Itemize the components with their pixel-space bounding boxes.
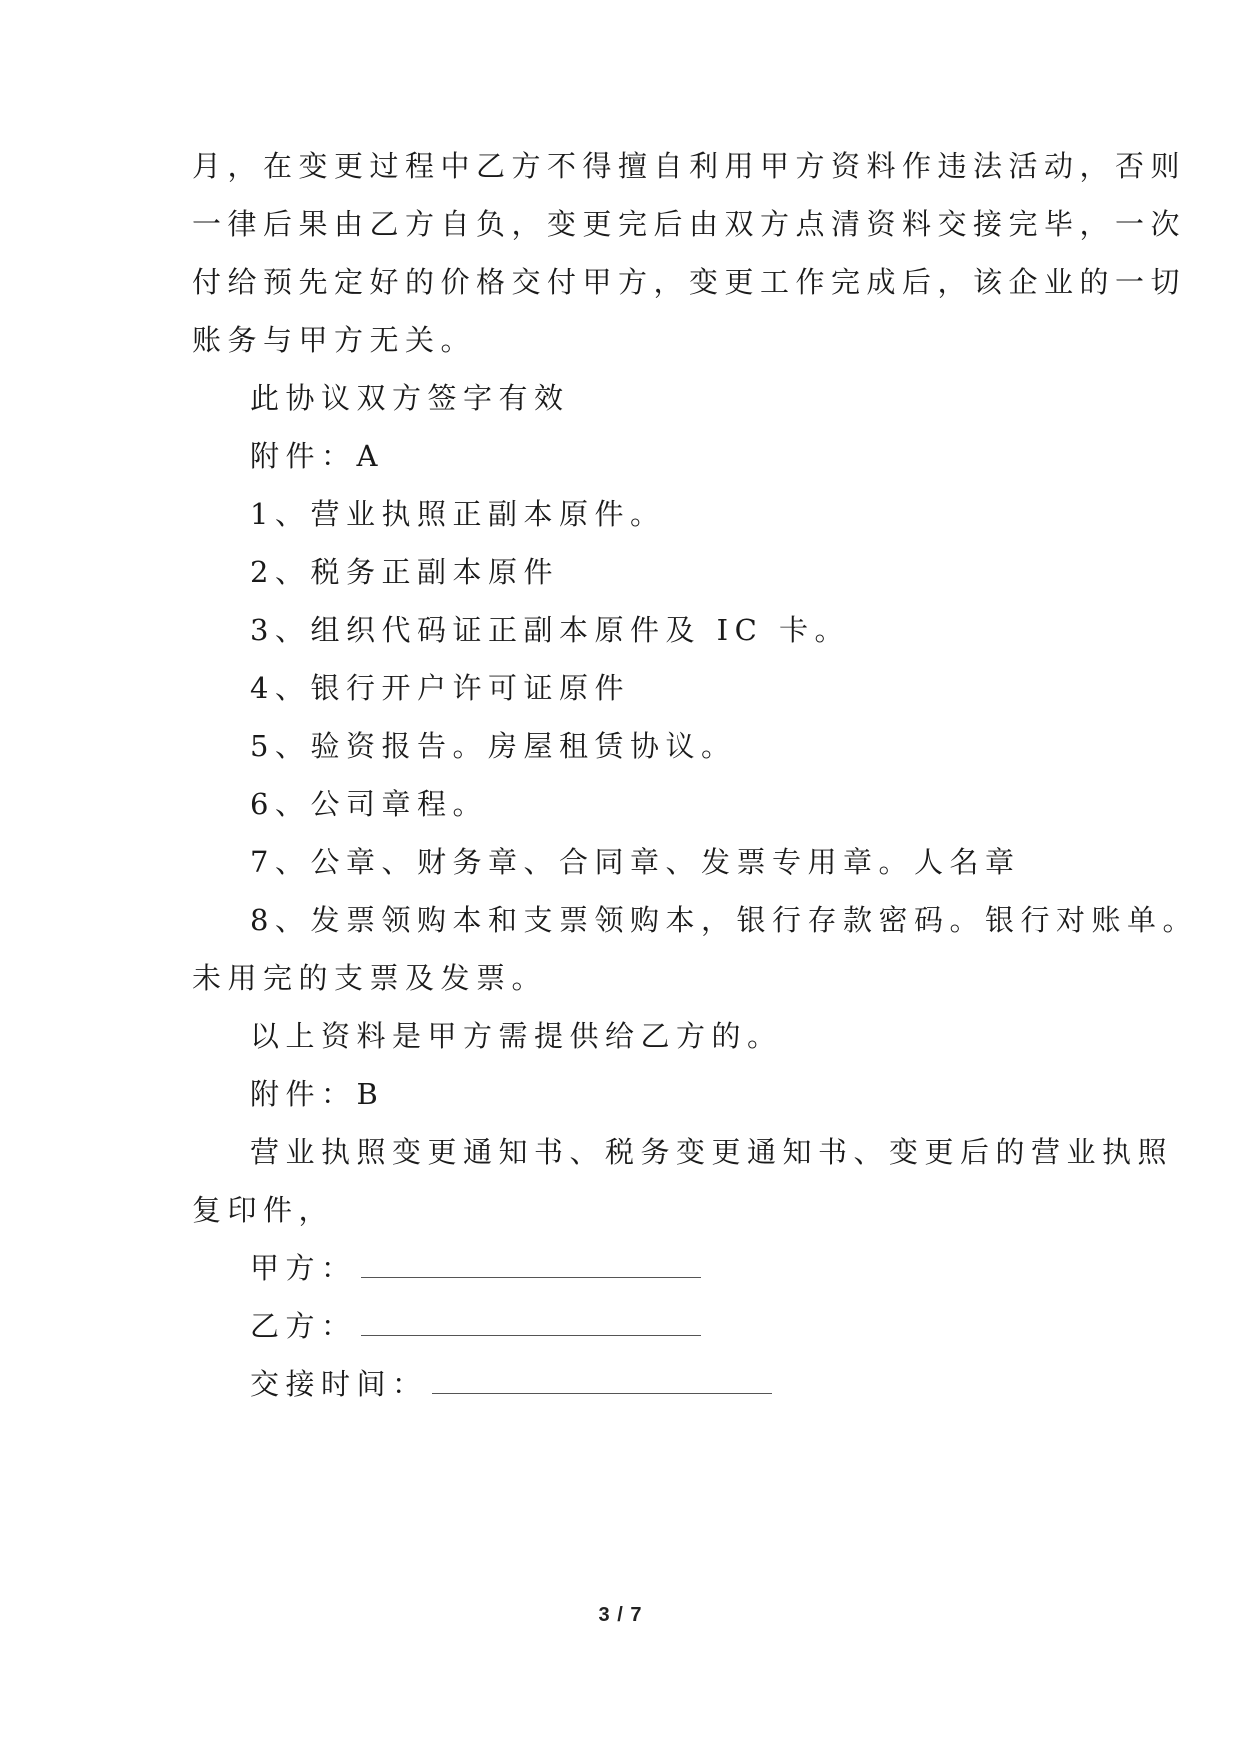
list-item: 4、银行开户许可证原件	[250, 671, 630, 705]
party-b-signature-line	[361, 1309, 701, 1336]
page-number: 3 / 7	[598, 1604, 643, 1626]
party-b-label: 乙方：	[250, 1309, 357, 1343]
attachment-a-note: 以上资料是甲方需提供给乙方的。	[250, 1019, 783, 1053]
list-item: 7、公章、财务章、合同章、发票专用章。人名章	[250, 845, 1021, 879]
paragraph-line: 付给预先定好的价格交付甲方，变更工作完成后，该企业的一切	[192, 265, 1187, 299]
handover-time-line	[432, 1367, 772, 1394]
handover-time-label: 交接时间：	[250, 1367, 428, 1401]
paragraph-line: 营业执照变更通知书、税务变更通知书、变更后的营业执照	[250, 1135, 1174, 1169]
handover-time-row	[250, 1364, 772, 1404]
list-item: 5、验资报告。房屋租赁协议。	[250, 729, 737, 763]
paragraph-line: 账务与甲方无关。	[192, 323, 477, 357]
agreement-validity-text: 此协议双方签字有效	[250, 381, 570, 415]
list-item: 1、营业执照正副本原件。	[250, 497, 666, 531]
list-item: 3、组织代码证正副本原件及 IC 卡。	[250, 613, 851, 647]
attachment-a-heading: 附件：A	[250, 439, 384, 473]
list-item: 2、税务正副本原件	[250, 555, 559, 589]
party-a-label: 甲方：	[250, 1251, 357, 1285]
attachment-b-heading: 附件：B	[250, 1077, 385, 1111]
paragraph-line: 一律后果由乙方自负，变更完后由双方点清资料交接完毕，一次	[192, 207, 1187, 241]
paragraph-line: 复印件，	[192, 1193, 335, 1227]
party-a-signature-line	[361, 1251, 701, 1278]
party-b-signature-row	[250, 1306, 701, 1346]
paragraph-line: 月，在变更过程中乙方不得擅自利用甲方资料作违法活动，否则	[192, 149, 1187, 183]
party-a-signature-row	[250, 1248, 701, 1288]
list-item-continuation: 未用完的支票及发票。	[192, 961, 548, 995]
list-item: 8、发票领购本和支票领购本，银行存款密码。银行对账单。	[250, 903, 1198, 937]
list-item: 6、公司章程。	[250, 787, 488, 821]
